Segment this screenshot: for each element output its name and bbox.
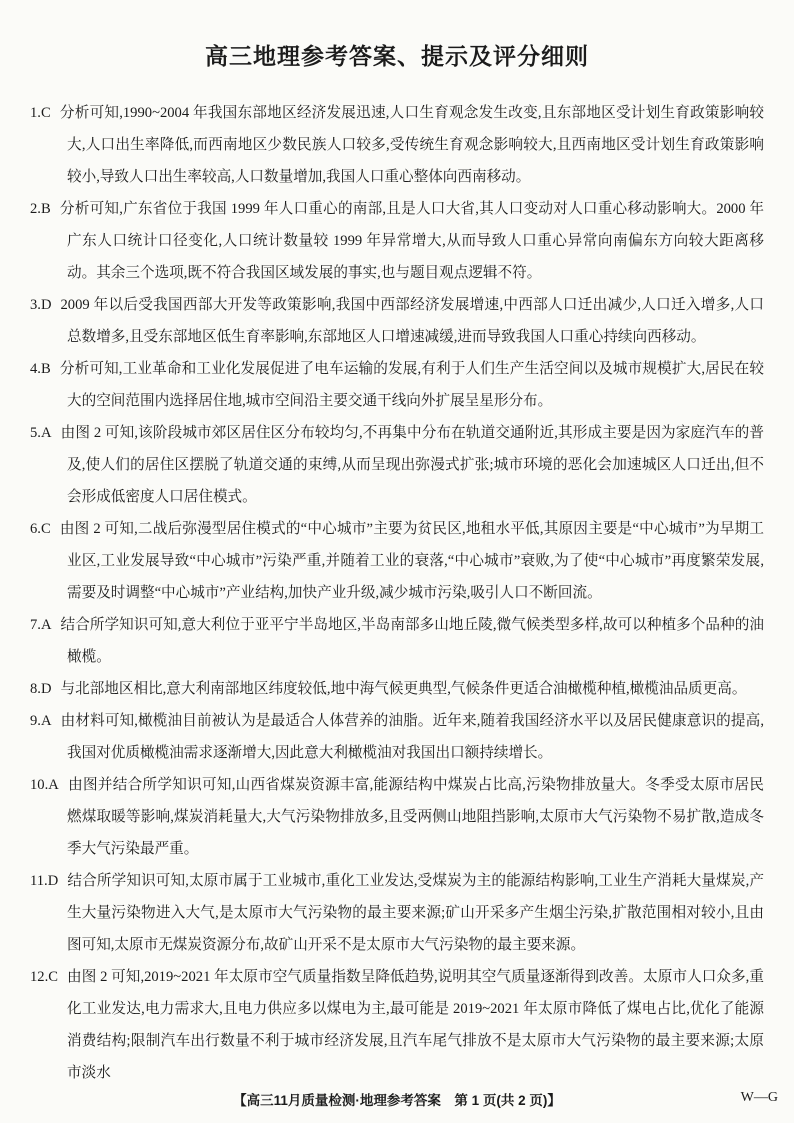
answer-explanation: 由图 2 可知,2019~2021 年太原市空气质量指数呈降低趋势,说明其空气质量逐渐得到改善。太原市人口众多,重化工业发达,电力需求大,且电力供应多以煤电为主,最可能是 2019~2021 年太原市降低了煤电占比,优化了能源消费结构;限制汽车出行数量不利于城市经济发展,且汽车尾气排放不是太原市大气污染物的最主要来源;太原市淡水 [66, 969, 764, 1081]
answer-number-and-choice: 7.A [30, 617, 52, 633]
answer-item [30, 417, 764, 513]
answer-number-and-choice: 6.C [30, 521, 51, 537]
page-title: 高三地理参考答案、提示及评分细则 [205, 43, 589, 69]
answer-item [30, 353, 764, 417]
answer-number-and-choice: 3.D [30, 297, 52, 313]
answer-number-and-choice: 9.A [30, 713, 52, 729]
answer-explanation: 分析可知,1990~2004 年我国东部地区经济发展迅速,人口生育观念发生改变,且东部地区受计划生育政策影响较大,人口出生率降低,而西南地区少数民族人口较多,受传统生育观念影响较大,且西南地区受计划生育政策影响较小,导致人口出生率较高,人口数量增加,我国人口重心整体向西南移动。 [59, 105, 764, 185]
answer-number-and-choice: 10.A [30, 777, 59, 793]
answer-item [30, 609, 764, 673]
answer-number-and-choice: 1.C [30, 105, 51, 121]
answer-number-and-choice: 11.D [30, 873, 59, 889]
answer-explanation: 由图 2 可知,二战后弥漫型居住模式的“中心城市”主要为贫民区,地租水平低,其原因主要是“中心城市”为早期工业区,工业发展导致“中心城市”污染严重,并随着工业的衰落,“中心城市”衰败,为了使“中心城市”再度繁荣发展,需要及时调整“中心城市”产业结构,加快产业升级,减少城市污染,吸引人口不断回流。 [59, 521, 764, 601]
footer-version-code: W—G [740, 1090, 778, 1105]
answer-item [30, 97, 764, 193]
answer-item [30, 193, 764, 289]
answer-explanation: 由图 2 可知,该阶段城市郊区居住区分布较均匀,不再集中分布在轨道交通附近,其形成主要是因为家庭汽车的普及,使人们的居住区摆脱了轨道交通的束缚,从而呈现出弥漫式扩张;城市环境的恶化会加速城区人口迁出,但不会形成低密度人口居住模式。 [60, 425, 764, 505]
answer-explanation: 结合所学知识可知,太原市属于工业城市,重化工业发达,受煤炭为主的能源结构影响,工业生产消耗大量煤炭,产生大量污染物进入大气,是太原市大气污染物的最主要来源;矿山开采多产生烟尘污染,扩散范围相对较小,且由图可知,太原市无煤炭资源分布,故矿山开采不是太原市大气污染物的最主要来源。 [67, 873, 764, 953]
answer-item [30, 961, 764, 1089]
answer-item [30, 705, 764, 769]
answer-item [30, 673, 764, 705]
answer-explanation: 结合所学知识可知,意大利位于亚平宁半岛地区,半岛南部多山地丘陵,微气候类型多样,故可以种植多个品种的油橄榄。 [60, 617, 764, 665]
answer-item [30, 769, 764, 865]
answer-explanation: 由材料可知,橄榄油目前被认为是最适合人体营养的油脂。近年来,随着我国经济水平以及居民健康意识的提高,我国对优质橄榄油需求逐渐增大,因此意大利橄榄油对我国出口额持续增长。 [60, 713, 764, 761]
answer-item [30, 865, 764, 961]
answer-number-and-choice: 5.A [30, 425, 52, 441]
answer-number-and-choice: 2.B [30, 201, 51, 217]
answer-number-and-choice: 4.B [30, 361, 51, 377]
answer-explanation: 2009 年以后受我国西部大开发等政策影响,我国中西部经济发展增速,中西部人口迁出减少,人口迁入增多,人口总数增多,且受东部地区低生育率影响,东部地区人口增速减缓,进而导致我国人口重心持续向西移动。 [60, 297, 764, 345]
answer-number-and-choice: 12.C [30, 969, 58, 985]
answer-item [30, 289, 764, 353]
page-footer [0, 1089, 794, 1109]
answer-item [30, 513, 764, 609]
answer-explanation: 与北部地区相比,意大利南部地区纬度较低,地中海气候更典型,气候条件更适合油橄榄种植,橄榄油品质更高。 [60, 681, 747, 697]
answer-number-and-choice: 8.D [30, 681, 52, 697]
answer-explanation: 由图并结合所学知识可知,山西省煤炭资源丰富,能源结构中煤炭占比高,污染物排放量大。冬季受太原市居民燃煤取暖等影响,煤炭消耗量大,大气污染物排放多,且受两侧山地阻挡影响,太原市大气污染物不易扩散,造成冬季大气污染最严重。 [67, 777, 764, 857]
answer-explanation: 分析可知,广东省位于我国 1999 年人口重心的南部,且是人口大省,其人口变动对人口重心移动影响大。2000 年广东人口统计口径变化,人口统计数量较 1999 年异常增大,从而导致人口重心异常向南偏东方向较大距离移动。其余三个选项,既不符合我国区域发展的事实,也与题目观点逻辑不符。 [59, 201, 764, 281]
footer-exam-and-page-label: 【高三11月质量检测·地理参考答案 第 1 页(共 2 页)】 [233, 1093, 561, 1108]
answer-explanation: 分析可知,工业革命和工业化发展促进了电车运输的发展,有利于人们生产生活空间以及城市规模扩大,居民在较大的空间范围内选择居住地,城市空间沿主要交通干线向外扩展呈星形分布。 [59, 361, 764, 409]
answer-list [30, 97, 764, 1089]
